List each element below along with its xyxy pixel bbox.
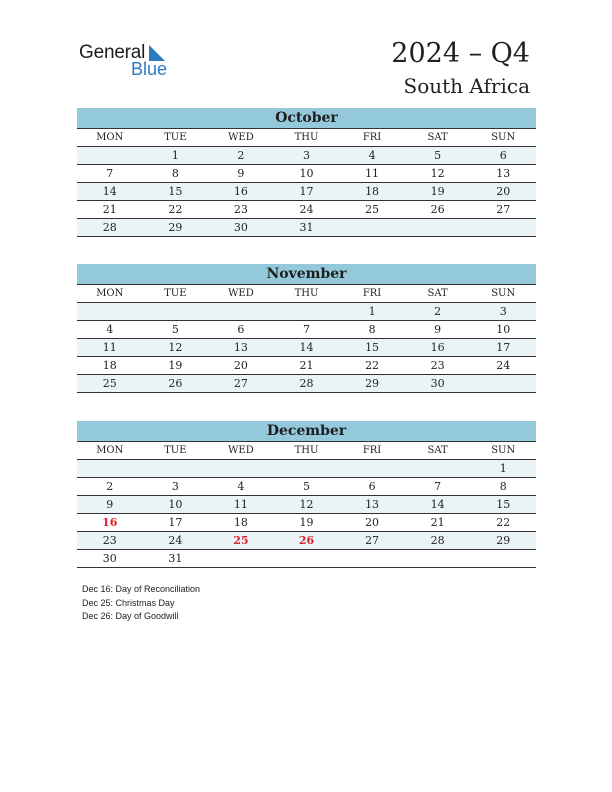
date-cell: 13 — [470, 165, 536, 183]
date-cell: 16 — [208, 183, 274, 201]
date-cell — [208, 460, 274, 478]
weekday-label: TUE — [143, 285, 209, 303]
date-cell: 29 — [339, 375, 405, 393]
date-cell: 3 — [274, 147, 340, 165]
week-row — [77, 550, 536, 568]
date-cell: 24 — [470, 357, 536, 375]
date-cell: 30 — [405, 375, 471, 393]
date-cell: 10 — [274, 165, 340, 183]
date-cell: 15 — [339, 339, 405, 357]
date-cell: 25 — [77, 375, 143, 393]
date-cell: 1 — [470, 460, 536, 478]
date-cell: 5 — [405, 147, 471, 165]
date-cell: 4 — [339, 147, 405, 165]
date-cell: 27 — [208, 375, 274, 393]
date-cell — [470, 375, 536, 393]
date-cell: 12 — [143, 339, 209, 357]
date-cell: 10 — [470, 321, 536, 339]
date-cell: 11 — [339, 165, 405, 183]
date-cell: 18 — [208, 514, 274, 532]
month-title: December — [77, 421, 536, 442]
date-cell — [470, 550, 536, 568]
weekday-label: WED — [208, 129, 274, 147]
date-cell: 28 — [77, 219, 143, 237]
date-cell: 3 — [143, 478, 209, 496]
date-cell: 29 — [143, 219, 209, 237]
weekday-label: TUE — [143, 442, 209, 460]
date-cell: 14 — [405, 496, 471, 514]
date-cell — [274, 460, 340, 478]
date-cell: 17 — [470, 339, 536, 357]
month-october — [77, 108, 536, 237]
week-row — [77, 496, 536, 514]
date-cell: 20 — [470, 183, 536, 201]
week-row — [77, 219, 536, 237]
page-title: 2024 – Q4 — [391, 38, 530, 69]
weekday-label: TUE — [143, 129, 209, 147]
week-row — [77, 321, 536, 339]
date-cell: 9 — [208, 165, 274, 183]
date-cell — [274, 303, 340, 321]
date-cell: 31 — [143, 550, 209, 568]
date-cell: 18 — [339, 183, 405, 201]
date-cell: 28 — [405, 532, 471, 550]
date-cell: 7 — [77, 165, 143, 183]
date-cell: 3 — [470, 303, 536, 321]
holiday-date-cell: 26 — [274, 532, 340, 550]
date-cell: 1 — [339, 303, 405, 321]
date-cell: 8 — [143, 165, 209, 183]
date-cell — [470, 219, 536, 237]
week-row — [77, 147, 536, 165]
week-row — [77, 357, 536, 375]
date-cell: 10 — [143, 496, 209, 514]
logo — [79, 42, 179, 82]
date-cell — [77, 460, 143, 478]
date-cell: 12 — [274, 496, 340, 514]
date-cell: 5 — [143, 321, 209, 339]
date-cell — [208, 550, 274, 568]
date-cell: 28 — [274, 375, 340, 393]
date-cell: 24 — [274, 201, 340, 219]
date-cell: 9 — [405, 321, 471, 339]
weekday-label: MON — [77, 442, 143, 460]
date-cell: 2 — [208, 147, 274, 165]
weekday-label: SUN — [470, 129, 536, 147]
date-cell — [405, 219, 471, 237]
date-cell: 13 — [208, 339, 274, 357]
logo-word-blue: Blue — [131, 59, 168, 79]
date-cell: 14 — [274, 339, 340, 357]
week-row — [77, 165, 536, 183]
date-cell: 7 — [274, 321, 340, 339]
date-cell: 19 — [405, 183, 471, 201]
weekday-label: SAT — [405, 285, 471, 303]
logo-word-general: General — [79, 42, 146, 63]
date-cell: 1 — [143, 147, 209, 165]
date-cell: 6 — [339, 478, 405, 496]
date-cell: 23 — [208, 201, 274, 219]
date-cell: 11 — [208, 496, 274, 514]
date-cell: 15 — [470, 496, 536, 514]
weekday-label: SUN — [470, 285, 536, 303]
weekday-label: FRI — [339, 129, 405, 147]
holiday-note: Dec 16: Day of Reconciliation — [82, 584, 201, 594]
month-december — [77, 421, 536, 568]
date-cell — [339, 460, 405, 478]
week-row — [77, 514, 536, 532]
date-cell — [208, 303, 274, 321]
date-cell: 6 — [470, 147, 536, 165]
week-row — [77, 201, 536, 219]
holiday-notes — [82, 583, 200, 624]
date-cell: 8 — [339, 321, 405, 339]
date-cell: 23 — [77, 532, 143, 550]
week-row — [77, 339, 536, 357]
weekday-label: THU — [274, 442, 340, 460]
week-row — [77, 460, 536, 478]
week-row — [77, 532, 536, 550]
date-cell: 12 — [405, 165, 471, 183]
week-row — [77, 303, 536, 321]
weekday-label: MON — [77, 285, 143, 303]
weekday-header-row — [77, 442, 536, 460]
date-cell: 31 — [274, 219, 340, 237]
weekday-label: MON — [77, 129, 143, 147]
date-cell: 21 — [77, 201, 143, 219]
date-cell: 21 — [405, 514, 471, 532]
weekday-label: SAT — [405, 129, 471, 147]
date-cell — [77, 303, 143, 321]
date-cell: 20 — [208, 357, 274, 375]
month-november — [77, 264, 536, 393]
date-cell — [77, 147, 143, 165]
date-cell: 22 — [339, 357, 405, 375]
date-cell: 8 — [470, 478, 536, 496]
weekday-label: FRI — [339, 442, 405, 460]
weekday-header-row — [77, 129, 536, 147]
date-cell: 23 — [405, 357, 471, 375]
holiday-date-cell: 16 — [77, 514, 143, 532]
week-row — [77, 183, 536, 201]
date-cell: 27 — [339, 532, 405, 550]
date-cell — [339, 219, 405, 237]
date-cell: 17 — [143, 514, 209, 532]
date-cell: 22 — [470, 514, 536, 532]
holiday-note: Dec 25: Christmas Day — [82, 597, 175, 608]
date-cell — [143, 460, 209, 478]
date-cell: 27 — [470, 201, 536, 219]
date-cell: 16 — [405, 339, 471, 357]
week-row — [77, 478, 536, 496]
weekday-header-row — [77, 285, 536, 303]
date-cell — [274, 550, 340, 568]
date-cell: 2 — [77, 478, 143, 496]
date-cell: 19 — [274, 514, 340, 532]
date-cell: 30 — [77, 550, 143, 568]
date-cell: 6 — [208, 321, 274, 339]
date-cell: 4 — [208, 478, 274, 496]
date-cell: 26 — [143, 375, 209, 393]
date-cell: 14 — [77, 183, 143, 201]
date-cell: 5 — [274, 478, 340, 496]
date-cell: 11 — [77, 339, 143, 357]
date-cell: 2 — [405, 303, 471, 321]
date-cell — [143, 303, 209, 321]
weekday-label: SUN — [470, 442, 536, 460]
month-title: November — [77, 264, 536, 285]
weekday-label: SAT — [405, 442, 471, 460]
date-cell: 9 — [77, 496, 143, 514]
date-cell: 30 — [208, 219, 274, 237]
date-cell: 15 — [143, 183, 209, 201]
date-cell: 18 — [77, 357, 143, 375]
month-title: October — [77, 108, 536, 129]
date-cell: 20 — [339, 514, 405, 532]
date-cell: 17 — [274, 183, 340, 201]
weekday-label: WED — [208, 285, 274, 303]
page-subtitle: South Africa — [403, 74, 530, 98]
weekday-label: WED — [208, 442, 274, 460]
date-cell: 21 — [274, 357, 340, 375]
weekday-label: FRI — [339, 285, 405, 303]
date-cell: 22 — [143, 201, 209, 219]
weekday-label: THU — [274, 285, 340, 303]
date-cell: 29 — [470, 532, 536, 550]
holiday-note: Dec 26: Day of Goodwill — [82, 611, 179, 621]
date-cell — [405, 550, 471, 568]
date-cell: 19 — [143, 357, 209, 375]
date-cell: 4 — [77, 321, 143, 339]
weekday-label: THU — [274, 129, 340, 147]
date-cell: 25 — [339, 201, 405, 219]
week-row — [77, 375, 536, 393]
date-cell: 26 — [405, 201, 471, 219]
date-cell: 7 — [405, 478, 471, 496]
date-cell: 13 — [339, 496, 405, 514]
date-cell — [339, 550, 405, 568]
date-cell: 24 — [143, 532, 209, 550]
date-cell — [405, 460, 471, 478]
holiday-date-cell: 25 — [208, 532, 274, 550]
